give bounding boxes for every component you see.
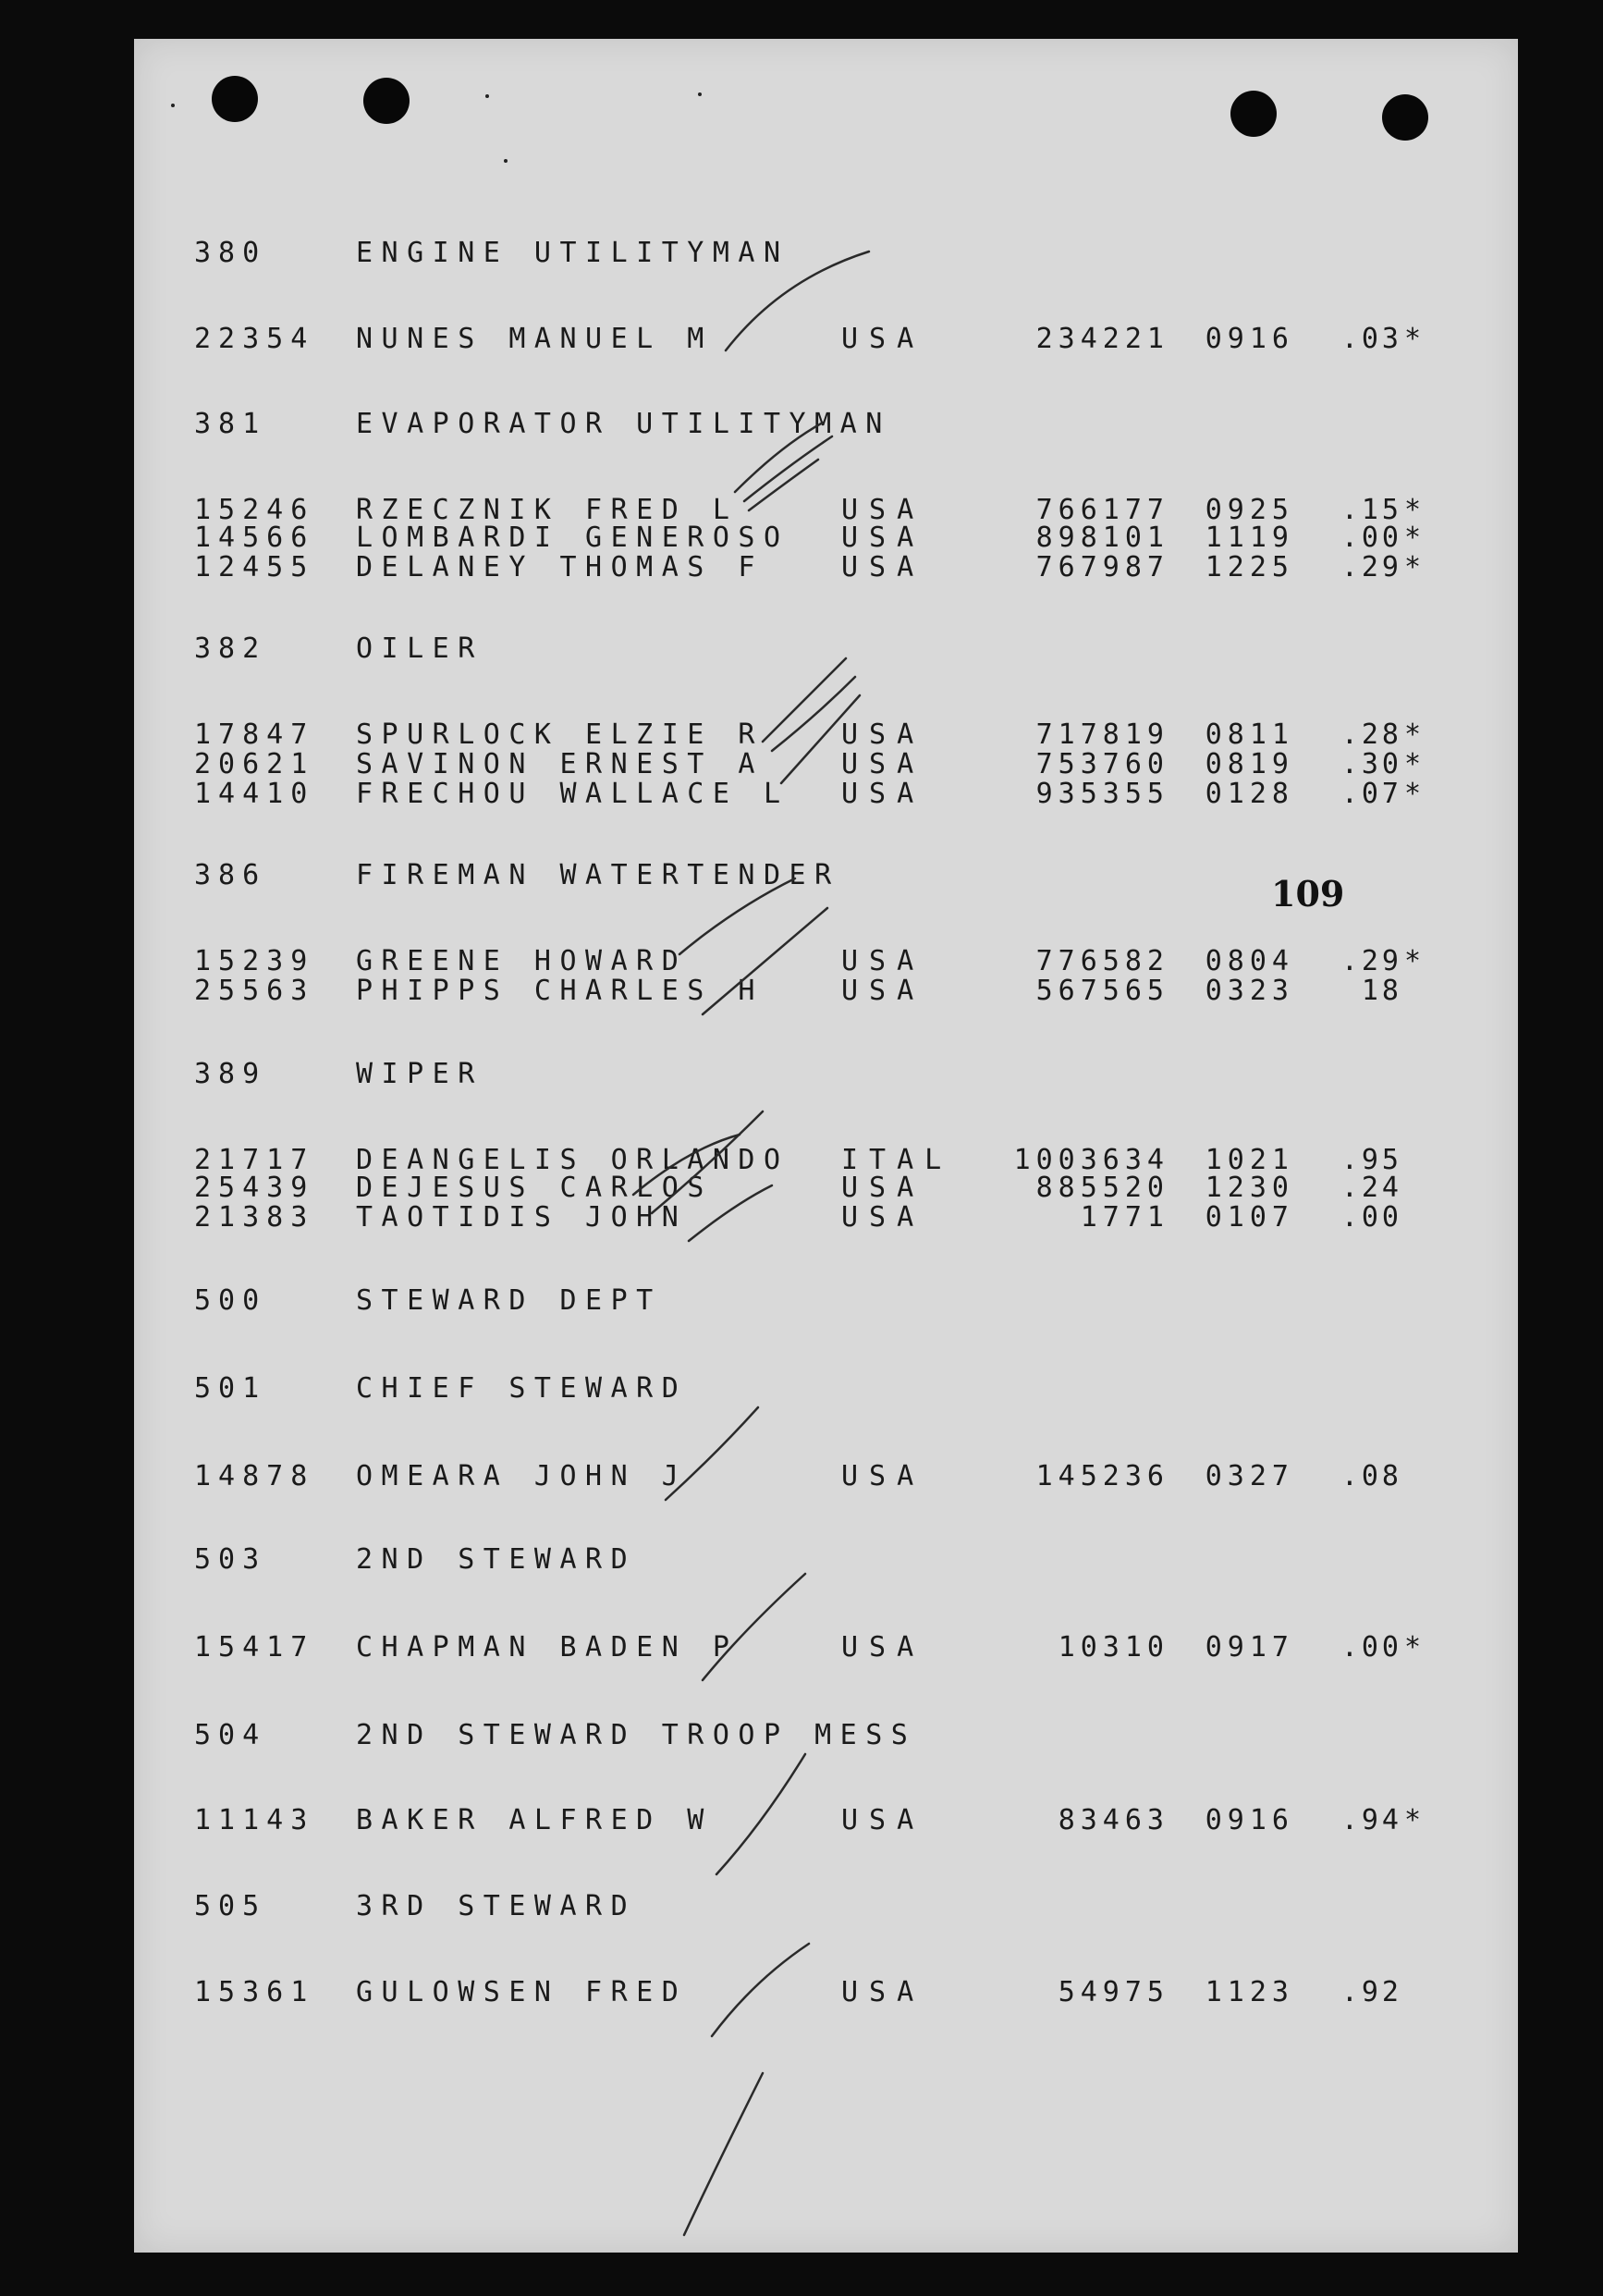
- punch-hole: [363, 78, 410, 124]
- crew-row: [134, 776, 1518, 813]
- position-code: 15361: [194, 1976, 315, 2008]
- position-heading: [134, 406, 1518, 443]
- asterisk-mark: *: [1403, 1804, 1422, 1836]
- position-title: EVAPORATOR UTILITYMAN: [356, 408, 891, 440]
- position-title: ENGINE UTILITYMAN: [356, 237, 789, 269]
- document-number: 935355: [1035, 778, 1169, 810]
- position-heading: [134, 1056, 1518, 1093]
- rate-value: .24: [1340, 1172, 1402, 1204]
- date-code: 0811: [1205, 718, 1294, 751]
- position-code: 381: [194, 408, 267, 440]
- crew-row: [134, 1199, 1518, 1236]
- document-number: 776582: [1035, 945, 1169, 977]
- date-code: 0916: [1205, 1804, 1294, 1836]
- position-code: 503: [194, 1543, 267, 1576]
- rate-value: .00: [1340, 1631, 1402, 1664]
- position-code: 382: [194, 632, 267, 665]
- position-code: 15246: [194, 494, 315, 526]
- position-code: 12455: [194, 551, 315, 583]
- position-code: 21717: [194, 1144, 315, 1176]
- page-number-stamp: 109: [1271, 873, 1345, 915]
- position-heading: [134, 1717, 1518, 1754]
- position-code: 25563: [194, 975, 315, 1007]
- crew-row: [134, 549, 1518, 586]
- asterisk-mark: *: [1403, 551, 1422, 583]
- document-number: 1003634: [1013, 1144, 1169, 1176]
- crew-name: NUNES MANUEL M: [356, 323, 713, 355]
- asterisk-mark: *: [1403, 778, 1422, 810]
- crew-name: BAKER ALFRED W: [356, 1804, 713, 1836]
- punch-hole: [1230, 91, 1277, 137]
- nationality: ITAL: [841, 1144, 953, 1176]
- crew-name: DELANEY THOMAS F: [356, 551, 764, 583]
- crew-name: PHIPPS CHARLES H: [356, 975, 764, 1007]
- rate-value: .08: [1340, 1460, 1402, 1492]
- document-page: [134, 39, 1518, 2253]
- position-code: 14878: [194, 1460, 315, 1492]
- date-code: 0128: [1205, 778, 1294, 810]
- crew-row: [134, 321, 1518, 358]
- position-code: 500: [194, 1284, 267, 1317]
- position-title: 3RD STEWARD: [356, 1890, 637, 1922]
- document-number: 83463: [1058, 1804, 1169, 1836]
- rate-value: .28: [1340, 718, 1402, 751]
- nationality: USA: [841, 494, 925, 526]
- position-heading: [134, 1283, 1518, 1320]
- position-heading: [134, 1888, 1518, 1925]
- date-code: 0327: [1205, 1460, 1294, 1492]
- position-heading: [134, 1370, 1518, 1407]
- rate-value: .29: [1340, 945, 1402, 977]
- document-number: 717819: [1035, 718, 1169, 751]
- position-heading: [134, 857, 1518, 894]
- nationality: USA: [841, 718, 925, 751]
- dust-speck: [698, 92, 702, 96]
- rate-value: .95: [1340, 1144, 1402, 1176]
- position-code: 15417: [194, 1631, 315, 1664]
- position-code: 504: [194, 1719, 267, 1751]
- date-code: 1119: [1205, 522, 1294, 554]
- position-code: 14410: [194, 778, 315, 810]
- position-code: 14566: [194, 522, 315, 554]
- crew-row: [134, 973, 1518, 1010]
- rate-value: .30: [1340, 748, 1402, 780]
- document-number: 767987: [1035, 551, 1169, 583]
- date-code: 1021: [1205, 1144, 1294, 1176]
- position-title: 2ND STEWARD TROOP MESS: [356, 1719, 917, 1751]
- nationality: USA: [841, 945, 925, 977]
- position-code: 389: [194, 1058, 267, 1090]
- position-title: WIPER: [356, 1058, 483, 1090]
- position-title: CHIEF STEWARD: [356, 1372, 688, 1405]
- rate-value: .00: [1340, 522, 1402, 554]
- date-code: 1225: [1205, 551, 1294, 583]
- position-code: 21383: [194, 1201, 315, 1234]
- nationality: USA: [841, 748, 925, 780]
- date-code: 1230: [1205, 1172, 1294, 1204]
- position-code: 505: [194, 1890, 267, 1922]
- nationality: USA: [841, 1804, 925, 1836]
- dust-speck: [504, 159, 508, 163]
- position-code: 20621: [194, 748, 315, 780]
- date-code: 0819: [1205, 748, 1294, 780]
- nationality: USA: [841, 1631, 925, 1664]
- crew-row: [134, 1629, 1518, 1666]
- document-number: 885520: [1035, 1172, 1169, 1204]
- date-code: 0107: [1205, 1201, 1294, 1234]
- position-title: FIREMAN WATERTENDER: [356, 859, 840, 891]
- crew-name: FRECHOU WALLACE L: [356, 778, 789, 810]
- nationality: USA: [841, 975, 925, 1007]
- position-code: 501: [194, 1372, 267, 1405]
- crew-name: CHAPMAN BADEN P: [356, 1631, 739, 1664]
- position-code: 380: [194, 237, 267, 269]
- date-code: 0917: [1205, 1631, 1294, 1664]
- position-title: 2ND STEWARD: [356, 1543, 637, 1576]
- rate-value: .92: [1340, 1976, 1402, 2008]
- date-code: 1123: [1205, 1976, 1294, 2008]
- nationality: USA: [841, 1976, 925, 2008]
- nationality: USA: [841, 1460, 925, 1492]
- position-code: 25439: [194, 1172, 315, 1204]
- crew-name: GULOWSEN FRED: [356, 1976, 688, 2008]
- asterisk-mark: *: [1403, 718, 1422, 751]
- rate-value: .03: [1340, 323, 1402, 355]
- position-code: 22354: [194, 323, 315, 355]
- crew-name: SAVINON ERNEST A: [356, 748, 764, 780]
- crew-name: SPURLOCK ELZIE R: [356, 718, 764, 751]
- position-heading: [134, 1541, 1518, 1578]
- document-number: 234221: [1035, 323, 1169, 355]
- date-code: 0323: [1205, 975, 1294, 1007]
- rate-value: .07: [1340, 778, 1402, 810]
- document-number: 1771: [1080, 1201, 1169, 1234]
- position-heading: [134, 235, 1518, 272]
- position-title: OILER: [356, 632, 483, 665]
- date-code: 0925: [1205, 494, 1294, 526]
- crew-row: [134, 1802, 1518, 1839]
- nationality: USA: [841, 1201, 925, 1234]
- asterisk-mark: *: [1403, 945, 1422, 977]
- punch-hole: [1382, 94, 1428, 141]
- nationality: USA: [841, 323, 925, 355]
- document-number: 898101: [1035, 522, 1169, 554]
- nationality: USA: [841, 778, 925, 810]
- document-number: 10310: [1058, 1631, 1169, 1664]
- position-heading: [134, 631, 1518, 668]
- position-code: 386: [194, 859, 267, 891]
- crew-name: LOMBARDI GENEROSO: [356, 522, 789, 554]
- rate-value: .15: [1340, 494, 1402, 526]
- rate-value: .94: [1340, 1804, 1402, 1836]
- punch-hole: [212, 76, 258, 122]
- nationality: USA: [841, 522, 925, 554]
- dust-speck: [171, 104, 175, 107]
- date-code: 0916: [1205, 323, 1294, 355]
- position-code: 15239: [194, 945, 315, 977]
- rate-value: 18: [1361, 975, 1402, 1007]
- rate-value: .29: [1340, 551, 1402, 583]
- crew-name: TAOTIDIS JOHN: [356, 1201, 688, 1234]
- asterisk-mark: *: [1403, 748, 1422, 780]
- nationality: USA: [841, 551, 925, 583]
- rate-value: .00: [1340, 1201, 1402, 1234]
- dust-speck: [485, 94, 489, 98]
- crew-name: DEANGELIS ORLANDO: [356, 1144, 789, 1176]
- position-code: 11143: [194, 1804, 315, 1836]
- crew-name: OMEARA JOHN J: [356, 1460, 688, 1492]
- asterisk-mark: *: [1403, 1631, 1422, 1664]
- document-number: 54975: [1058, 1976, 1169, 2008]
- crew-name: GREENE HOWARD: [356, 945, 688, 977]
- document-number: 753760: [1035, 748, 1169, 780]
- document-number: 567565: [1035, 975, 1169, 1007]
- document-number: 145236: [1035, 1460, 1169, 1492]
- position-code: 17847: [194, 718, 315, 751]
- crew-name: DEJESUS CARLOS: [356, 1172, 713, 1204]
- asterisk-mark: *: [1403, 522, 1422, 554]
- crew-row: [134, 1458, 1518, 1495]
- nationality: USA: [841, 1172, 925, 1204]
- position-title: STEWARD DEPT: [356, 1284, 662, 1317]
- crew-row: [134, 1974, 1518, 2011]
- date-code: 0804: [1205, 945, 1294, 977]
- crew-name: RZECZNIK FRED L: [356, 494, 739, 526]
- asterisk-mark: *: [1403, 323, 1422, 355]
- document-number: 766177: [1035, 494, 1169, 526]
- asterisk-mark: *: [1403, 494, 1422, 526]
